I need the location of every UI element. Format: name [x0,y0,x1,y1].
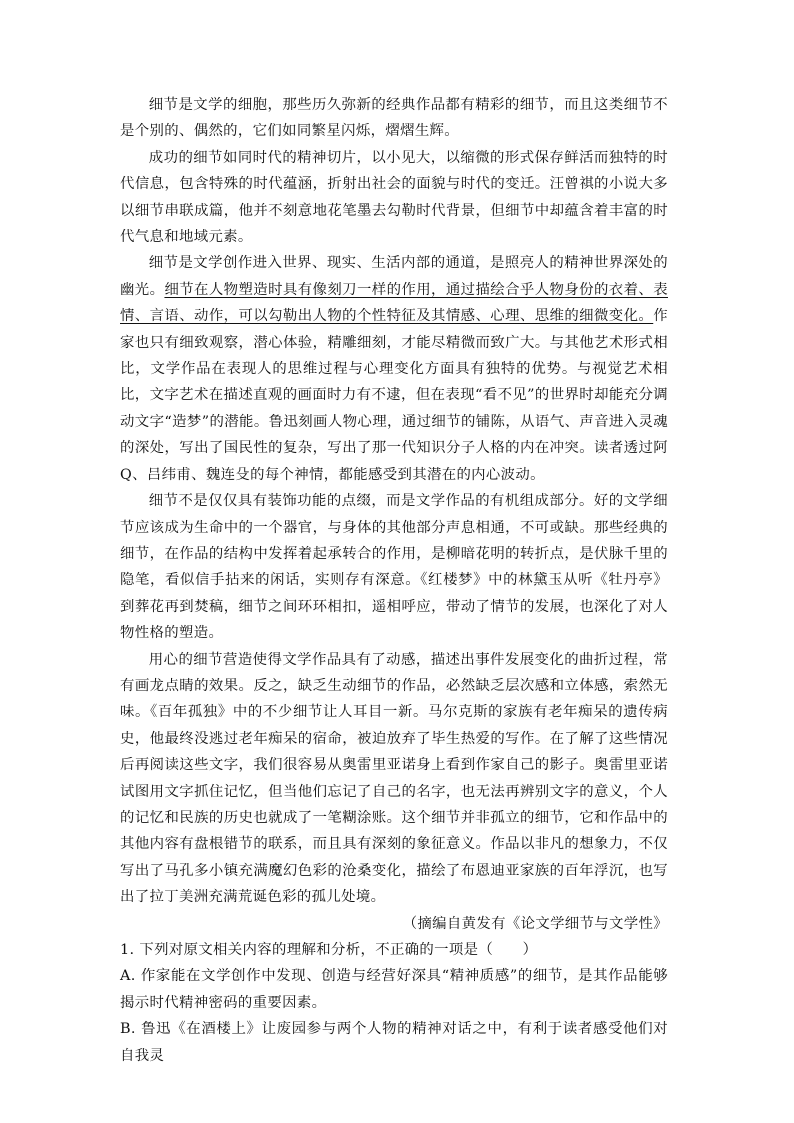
underlined-sentence: 细节在人物塑造时具有像刻刀一样的作用，通过描绘合乎人物身份的衣着、表情、言语、动作，可以勾勒出人物的个性特征及其情感、心理、思维的细微变化。 [120,281,668,325]
paragraph-5: 用心的细节营造使得文学作品具有了动感，描述出事件发展变化的曲折过程，常有画龙点睛的效果。反之，缺乏生动细节的作品，必然缺乏层次感和立体感，索然无味。《百年孤独》中的不少细节让人耳目一新。马尔克斯的家族有老年痴呆的遗传病史，他最终没逃过老年痴呆的宿命，被迫放弃了毕生热爱的写作。在了解了这些情况后再阅读这些文字，我们很容易从奥雷里亚诺身上看到作家自己的影子。奥雷里亚诺试图用文字抓住记忆，但当他们忘记了自己的名字，也无法再辨别文字的意义，个人的记忆和民族的历史也就成了一笔糊涂账。这个细节并非孤立的细节，它和作品中的其他内容有盘根错节的联系，而且具有深刻的象征意义。作品以非凡的想象力，不仅写出了马孔多小镇充满魔幻色彩的沧桑变化，描绘了布恩迪亚家族的百年浮沉，也写出了拉丁美洲充满荒诞色彩的孤儿处境。 [120,651,668,906]
paragraph-1: 细节是文学的细胞，那些历久弥新的经典作品都有精彩的细节，而且这类细节不是个别的、偶然的，它们如同繁星闪烁，熠熠生辉。 [120,97,668,140]
paragraph-3 [120,250,668,488]
source-citation: （摘编自黄发有《论文学细节与文学性》 [402,915,668,932]
paragraph-4: 细节不是仅仅具有装饰功能的点缀，而是文学作品的有机组成部分。好的文学细节应该成为生命中的一个器官，与身体的其他部分声息相通，不可或缺。那些经典的细节，在作品的结构中发挥着起承转合的作用，是柳暗花明的转折点，是伏脉千里的隐笔，看似信手拈来的闲话，实则存有深意。《红楼梦》中的林黛玉从听《牡丹亭》到葬花再到焚稿，细节之间环环相扣，遥相呼应，带动了情节的发展，也深化了对人物性格的塑造。 [120,493,668,642]
paragraph-2: 成功的细节如同时代的精神切片，以小见大，以缩微的形式保存鲜活而独特的时代信息，包含特殊的时代蕴涵，折射出社会的面貌与时代的变迁。汪曾祺的小说大多以细节串联成篇，他并不刻意地花笔墨去勾勒时代背景，但细节中却蕴含着丰富的时代气息和地域元素。 [120,149,668,246]
option-a: A. 作家能在文学创作中发现、创造与经营好深具“精神质感”的细节，是其作品能够揭示时代精神密码的重要因素。 [120,968,668,1011]
paragraph-3-lead: 细节是文学创作进入世界、现实、生活内部的通道，是照亮人的精神世界深处的幽光。 [120,255,668,298]
option-b: B. 鲁迅《在酒楼上》让废园参与两个人物的精神对话之中，有利于读者感受他们对自我灵 [120,1021,668,1064]
paragraph-3-rest: 作家也只有细致观察，潜心体验，精雕细刻，才能尽精微而致广大。与其他艺术形式相比，文学作品在表现人的思维过程与心理变化方面具有独特的优势。与视觉艺术相比，文字艺术在描述直观的画面时力有不逮，但在表现“看不见”的世界时却能充分调动文字“造梦”的潜能。鲁迅刻画人物心理，通过细节的铺陈，从语气、声音进入灵魂的深处，写出了国民性的复杂，写出了那一代知识分子人格的内在冲突。读者透过阿 Q、吕纬甫、魏连殳的每个神情，都能感受到其潜在的内心波动。 [120,308,668,483]
article-body [120,92,668,1069]
question-stem: 1. 下列对原文相关内容的理解和分析，不正确的一项是（ ） [120,942,538,958]
